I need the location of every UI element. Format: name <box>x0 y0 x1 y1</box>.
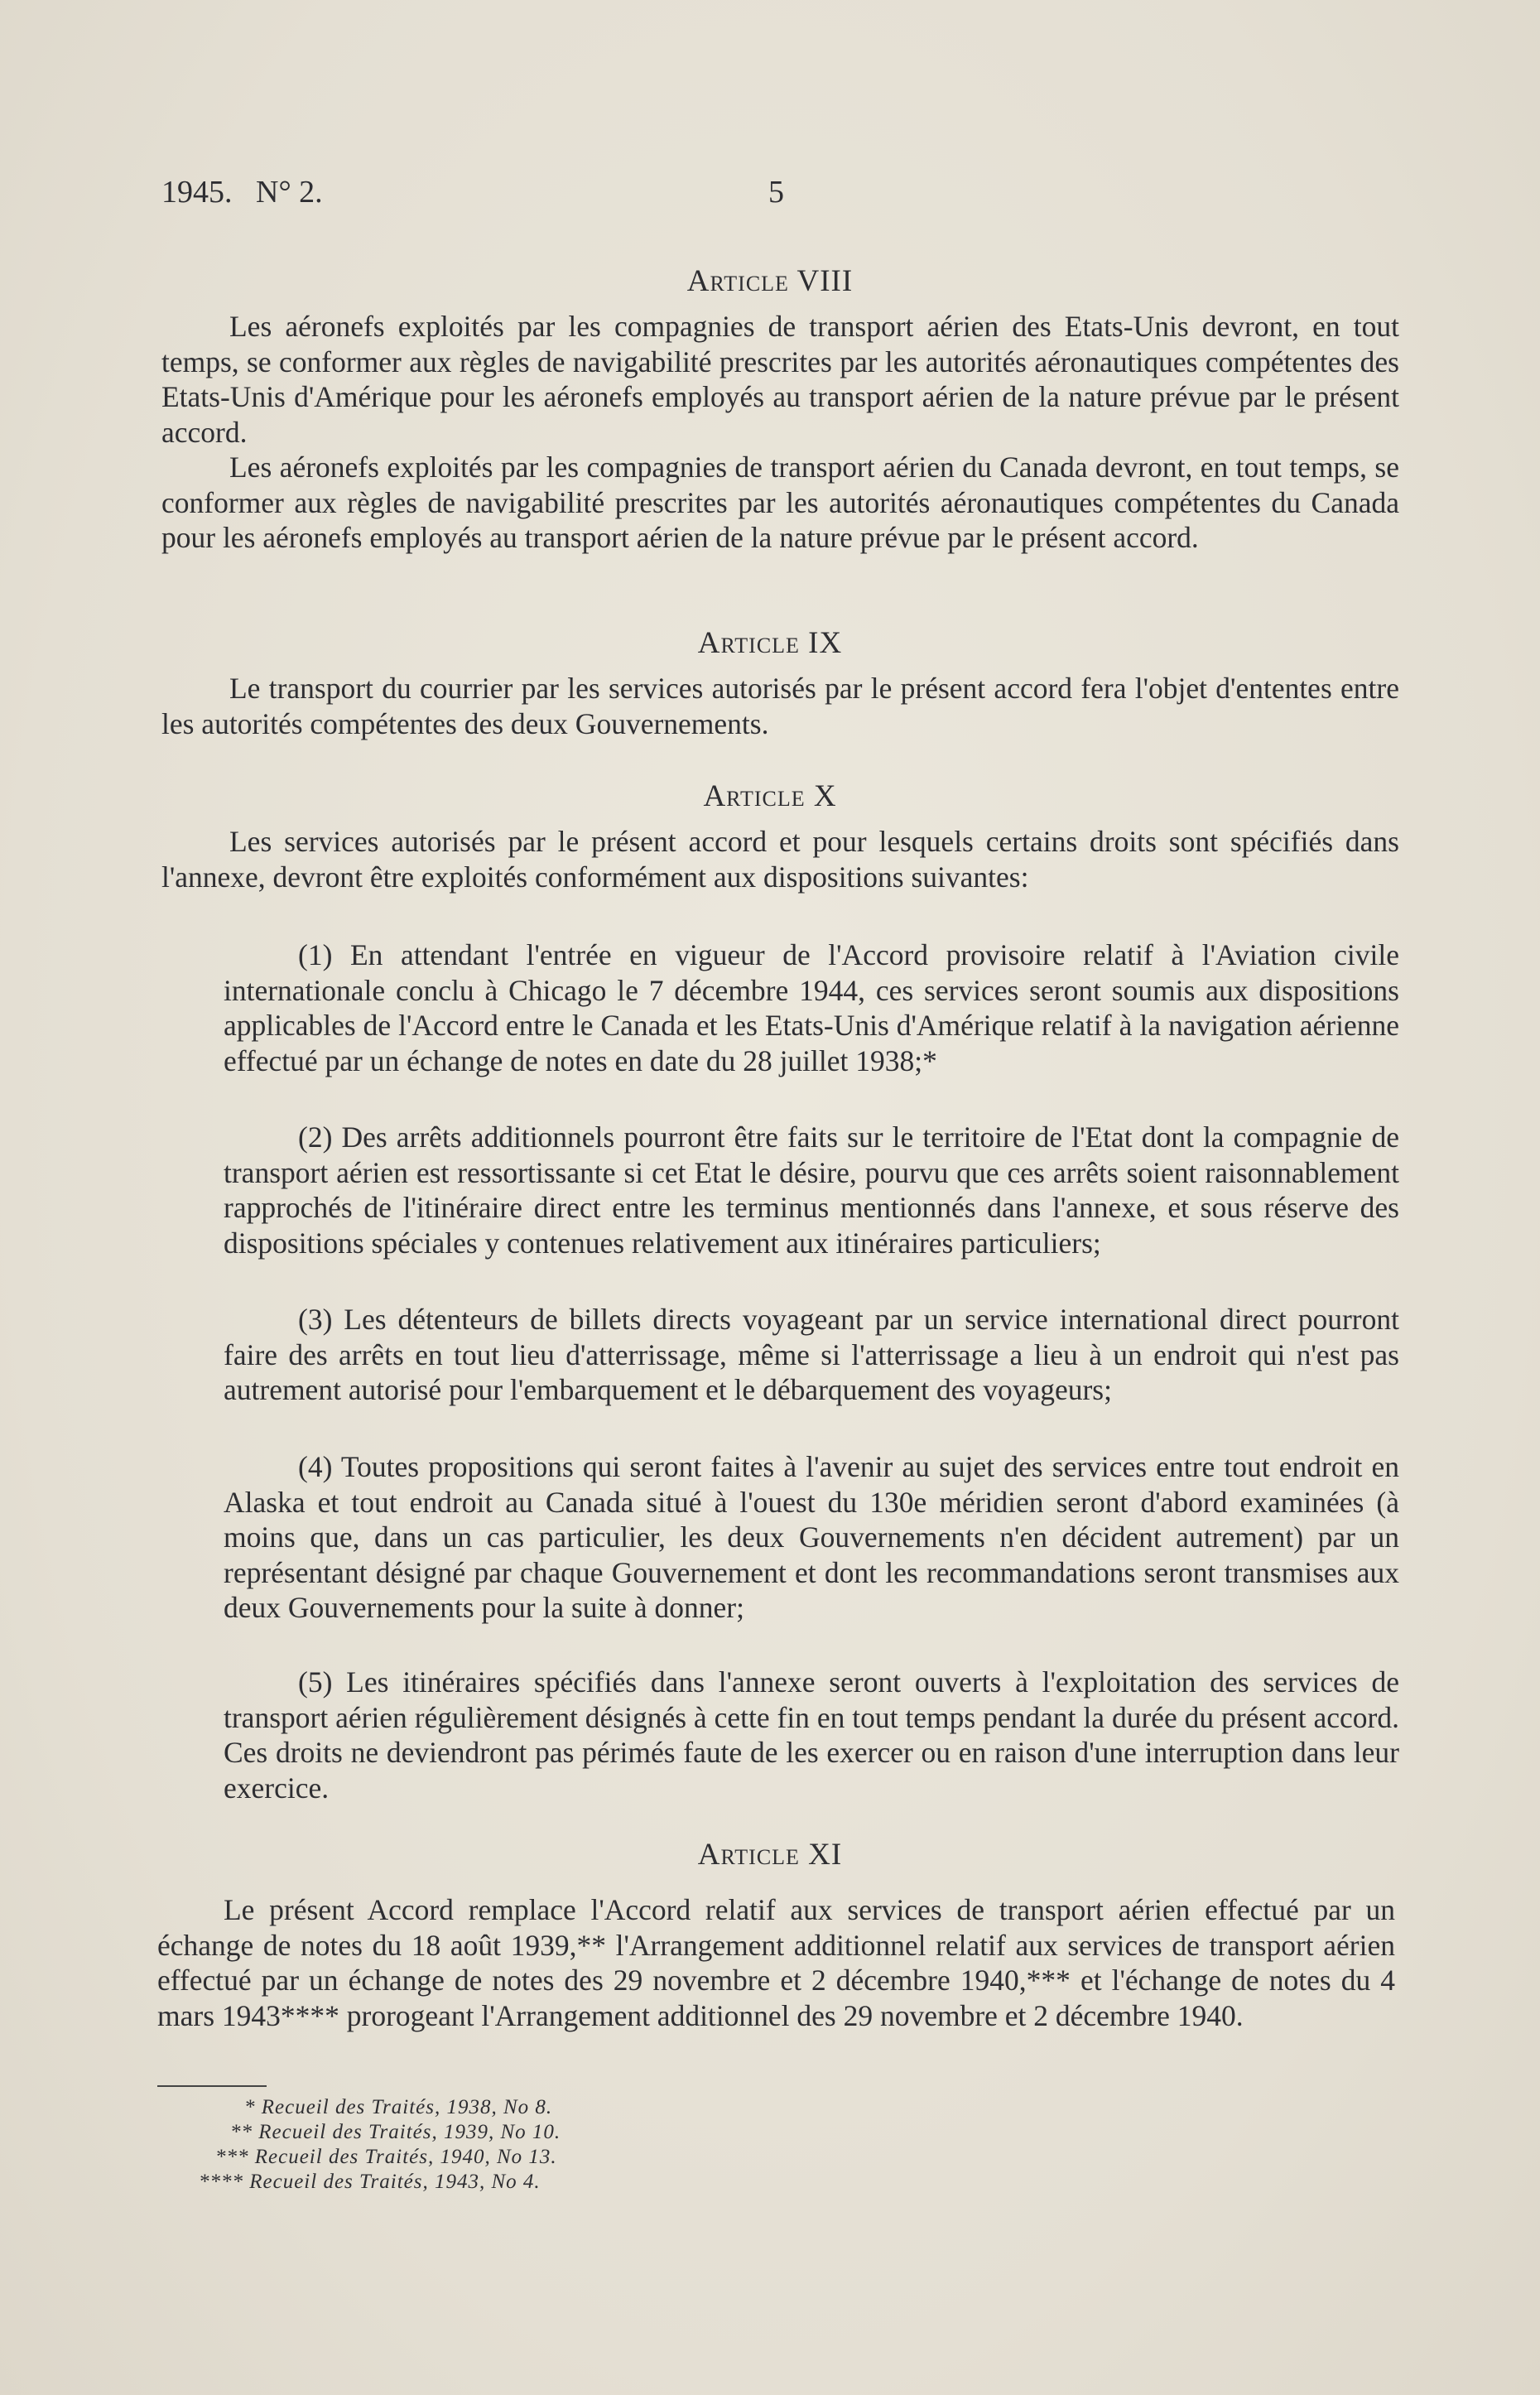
page-number: 5 <box>768 175 784 210</box>
article-9-paragraph-1: Le transport du courrier par les services autorisés par le présent accord fera l'objet d'ententes entre les autorités compétentes des deux Gouvernements. <box>161 672 1399 740</box>
article-8-paragraph-1: Les aéronefs exploités par les compagnies de transport aérien des Etats-Unis devront, en tout temps, se conformer aux règles de navigabilité prescrites par les autorités aéronautiques compétentes des Etats-Unis d'Amérique pour les aéronefs employés au transport aérien de la nature prévue par le présent accord. <box>161 310 1399 449</box>
footnote-2: ** Recueil des Traités, 1939, No 10. <box>230 2121 561 2143</box>
article-10-item-2: (2) Des arrêts additionnels pourront être faits sur le territoire de l'Etat dont la compagnie de transport aérien est ressortissante si cet Etat le désire, pourvu que ces arrêts soient raisonnablement rapprochés de l'itinéraire direct entre les terminus mentionnés dans l'annexe, et sous réserve des dispositions spéciales y contenues relativement aux itinéraires particuliers; <box>224 1120 1399 1260</box>
footnote-1: * Recueil des Traités, 1938, No 8. <box>244 2096 553 2118</box>
article-10-item-5: (5) Les itinéraires spécifiés dans l'annexe seront ouverts à l'exploitation des services de transport aérien régulièrement désignés à cette fin en tout temps pendant la durée du présent accord. Ces droits ne deviendront pas périmés faute de les exercer ou en raison d'une interruption dans leur exercice. <box>224 1665 1399 1805</box>
article-10-heading: Article X <box>703 779 837 813</box>
footnote-3: *** Recueil des Traités, 1940, No 13. <box>215 2146 557 2168</box>
footnotes <box>199 2095 561 2195</box>
article-8-paragraph-2: Les aéronefs exploités par les compagnies de transport aérien du Canada devront, en tout temps, se conformer aux règles de navigabilité prescrites par les autorités aéronautiques compétentes du Canada pour les aéronefs employés au transport aérien de la nature prévue par le présent accord. <box>161 451 1399 554</box>
article-9-heading: Article IX <box>697 626 843 660</box>
article-11-paragraph-1: Le présent Accord remplace l'Accord relatif aux services de transport aérien effectué par un échange de notes du 18 août 1939,** l'Arrangement additionnel relatif aux services de transport aérien effectué par un échange de notes des 29 novembre et 2 décembre 1940,*** et l'échange de notes du 4 mars 1943**** prorogeant l'Arrangement additionnel des 29 novembre et 2 décembre 1940. <box>157 1893 1395 2032</box>
article-8-heading: Article VIII <box>686 264 854 298</box>
running-head: 1945. N° 2. <box>161 175 323 210</box>
article-10-intro: Les services autorisés par le présent accord et pour lesquels certains droits sont spécifiés dans l'annexe, devront être exploités conformément aux dispositions suivantes: <box>161 825 1399 894</box>
article-10-item-4: (4) Toutes propositions qui seront faites à l'avenir au sujet des services entre tout endroit en Alaska et tout endroit au Canada situé à l'ouest du 130e méridien seront d'abord examinées (à moins que, dans un cas particulier, les deux Gouvernements n'en décident autrement) par un représentant désigné par chaque Gouvernement et dont les recommandations seront transmises aux deux Gouvernements pour la suite à donner; <box>224 1450 1399 1624</box>
article-11-heading: Article XI <box>697 1838 843 1872</box>
article-10-item-3: (3) Les détenteurs de billets directs voyageant par un service international direct pourront faire des arrêts en tout lieu d'atterrissage, même si l'atterrissage a lieu à un endroit qui n'est pas autrement autorisé pour l'embarquement et le débarquement des voyageurs; <box>224 1303 1399 1406</box>
article-10-item-1: (1) En attendant l'entrée en vigueur de l'Accord provisoire relatif à l'Aviation civile internationale conclu à Chicago le 7 décembre 1944, ces services seront soumis aux dispositions applicables de l'Accord entre le Canada et les Etats-Unis d'Amérique relatif à la navigation aérienne effectué par un échange de notes en date du 28 juillet 1938;* <box>224 938 1399 1077</box>
footnote-rule <box>157 2085 267 2087</box>
footnote-4: **** Recueil des Traités, 1943, No 4. <box>199 2171 541 2193</box>
